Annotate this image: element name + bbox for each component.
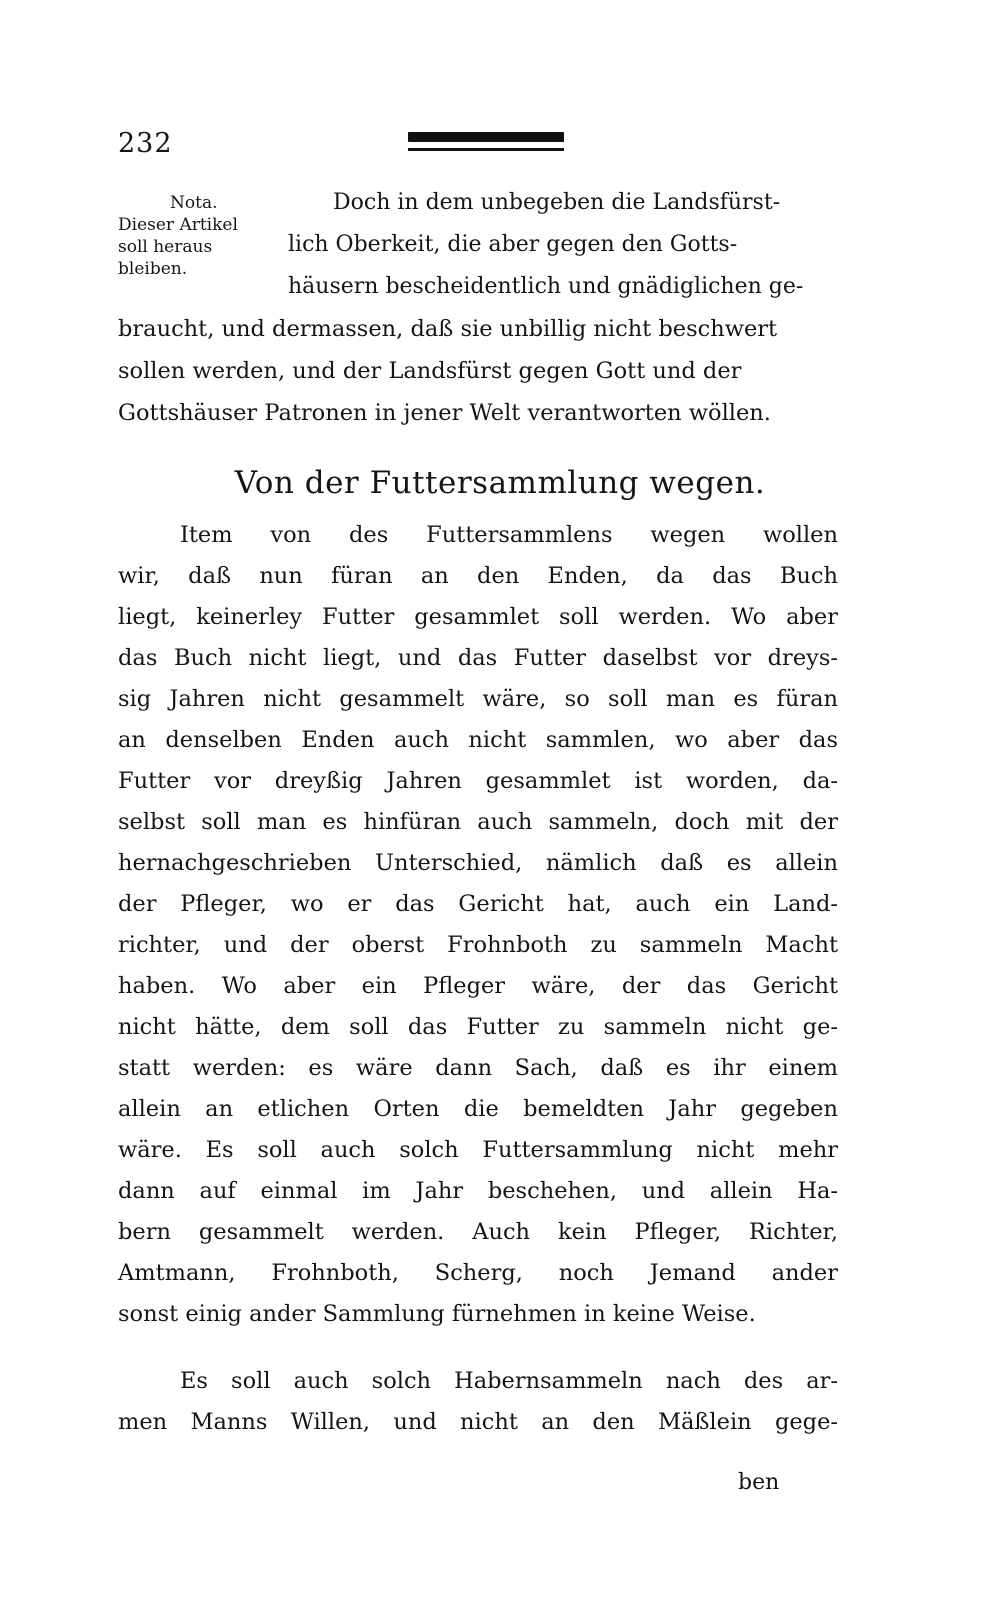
text-line: häusern bescheidentlich und gnädiglichen ge-	[288, 274, 804, 299]
text-line: Gottshäuser Patronen in jener Welt verantworten wöllen.	[118, 400, 771, 426]
text-line: statt werden: es wäre dann Sach, daß es ihr einem	[118, 1055, 838, 1081]
text-line: wäre. Es soll auch solch Futtersammlung nicht mehr	[118, 1137, 838, 1163]
text-line: nicht hätte, dem soll das Futter zu sammeln nicht ge-	[118, 1014, 838, 1040]
text-line: liegt, keinerley Futter gesammlet soll werden. Wo aber	[118, 604, 838, 630]
text-line: Item von des Futtersammlens wegen wollen	[180, 522, 838, 548]
page-header	[118, 128, 818, 178]
text-line: haben. Wo aber ein Pfleger wäre, der das Gericht	[118, 973, 838, 999]
margin-note-label: Nota.	[170, 193, 218, 213]
margin-note-line: soll heraus	[118, 237, 213, 257]
margin-note-line: bleiben.	[118, 259, 188, 279]
ornament-thick-bar	[408, 132, 564, 142]
ornament-thin-bar	[408, 148, 564, 151]
text-line: hernachgeschrieben Unterschied, nämlich daß es allein	[118, 850, 838, 876]
text-line: Futter vor dreyßig Jahren gesammlet ist worden, da-	[118, 768, 838, 794]
text-line: der Pfleger, wo er das Gericht hat, auch ein Land-	[118, 891, 838, 917]
catchword: ben	[738, 1470, 780, 1495]
text-line: das Buch nicht liegt, und das Futter daselbst vor dreys-	[118, 645, 838, 671]
header-ornament-rule	[408, 132, 564, 151]
text-line: an denselben Enden auch nicht sammlen, wo aber das	[118, 727, 838, 753]
margin-note-line: Dieser Artikel	[118, 215, 238, 235]
text-line: dann auf einmal im Jahr beschehen, und allein Ha-	[118, 1178, 838, 1204]
text-line: sonst einig ander Sammlung fürnehmen in keine Weise.	[118, 1301, 756, 1327]
text-line: sollen werden, und der Landsfürst gegen Gott und der	[118, 358, 742, 384]
text-line: Doch in dem unbegeben die Landsfürst-	[333, 190, 781, 215]
nota-block	[118, 192, 838, 312]
text-line: bern gesammelt werden. Auch kein Pfleger, Richter,	[118, 1219, 838, 1245]
text-line: wir, daß nun füran an den Enden, da das Buch	[118, 563, 838, 589]
text-line: sig Jahren nicht gesammelt wäre, so soll man es füran	[118, 686, 838, 712]
text-line: braucht, und dermassen, daß sie unbillig nicht beschwert	[118, 316, 778, 342]
text-line: lich Oberkeit, die aber gegen den Gotts-	[288, 232, 738, 257]
margin-note	[118, 192, 268, 280]
page-number: 232	[118, 128, 173, 159]
section-heading: Von der Futtersammlung wegen.	[234, 465, 766, 501]
text-line: men Manns Willen, und nicht an den Mäßlein gege-	[118, 1409, 838, 1435]
text-line: Amtmann, Frohnboth, Scherg, noch Jemand ander	[118, 1260, 838, 1286]
text-line: selbst soll man es hinfüran auch sammeln, doch mit der	[118, 809, 838, 835]
text-line: richter, und der oberst Frohnboth zu sammeln Macht	[118, 932, 838, 958]
text-line: allein an etlichen Orten die bemeldten Jahr gegeben	[118, 1096, 838, 1122]
text-line: Es soll auch solch Habernsammeln nach des ar-	[180, 1368, 838, 1394]
